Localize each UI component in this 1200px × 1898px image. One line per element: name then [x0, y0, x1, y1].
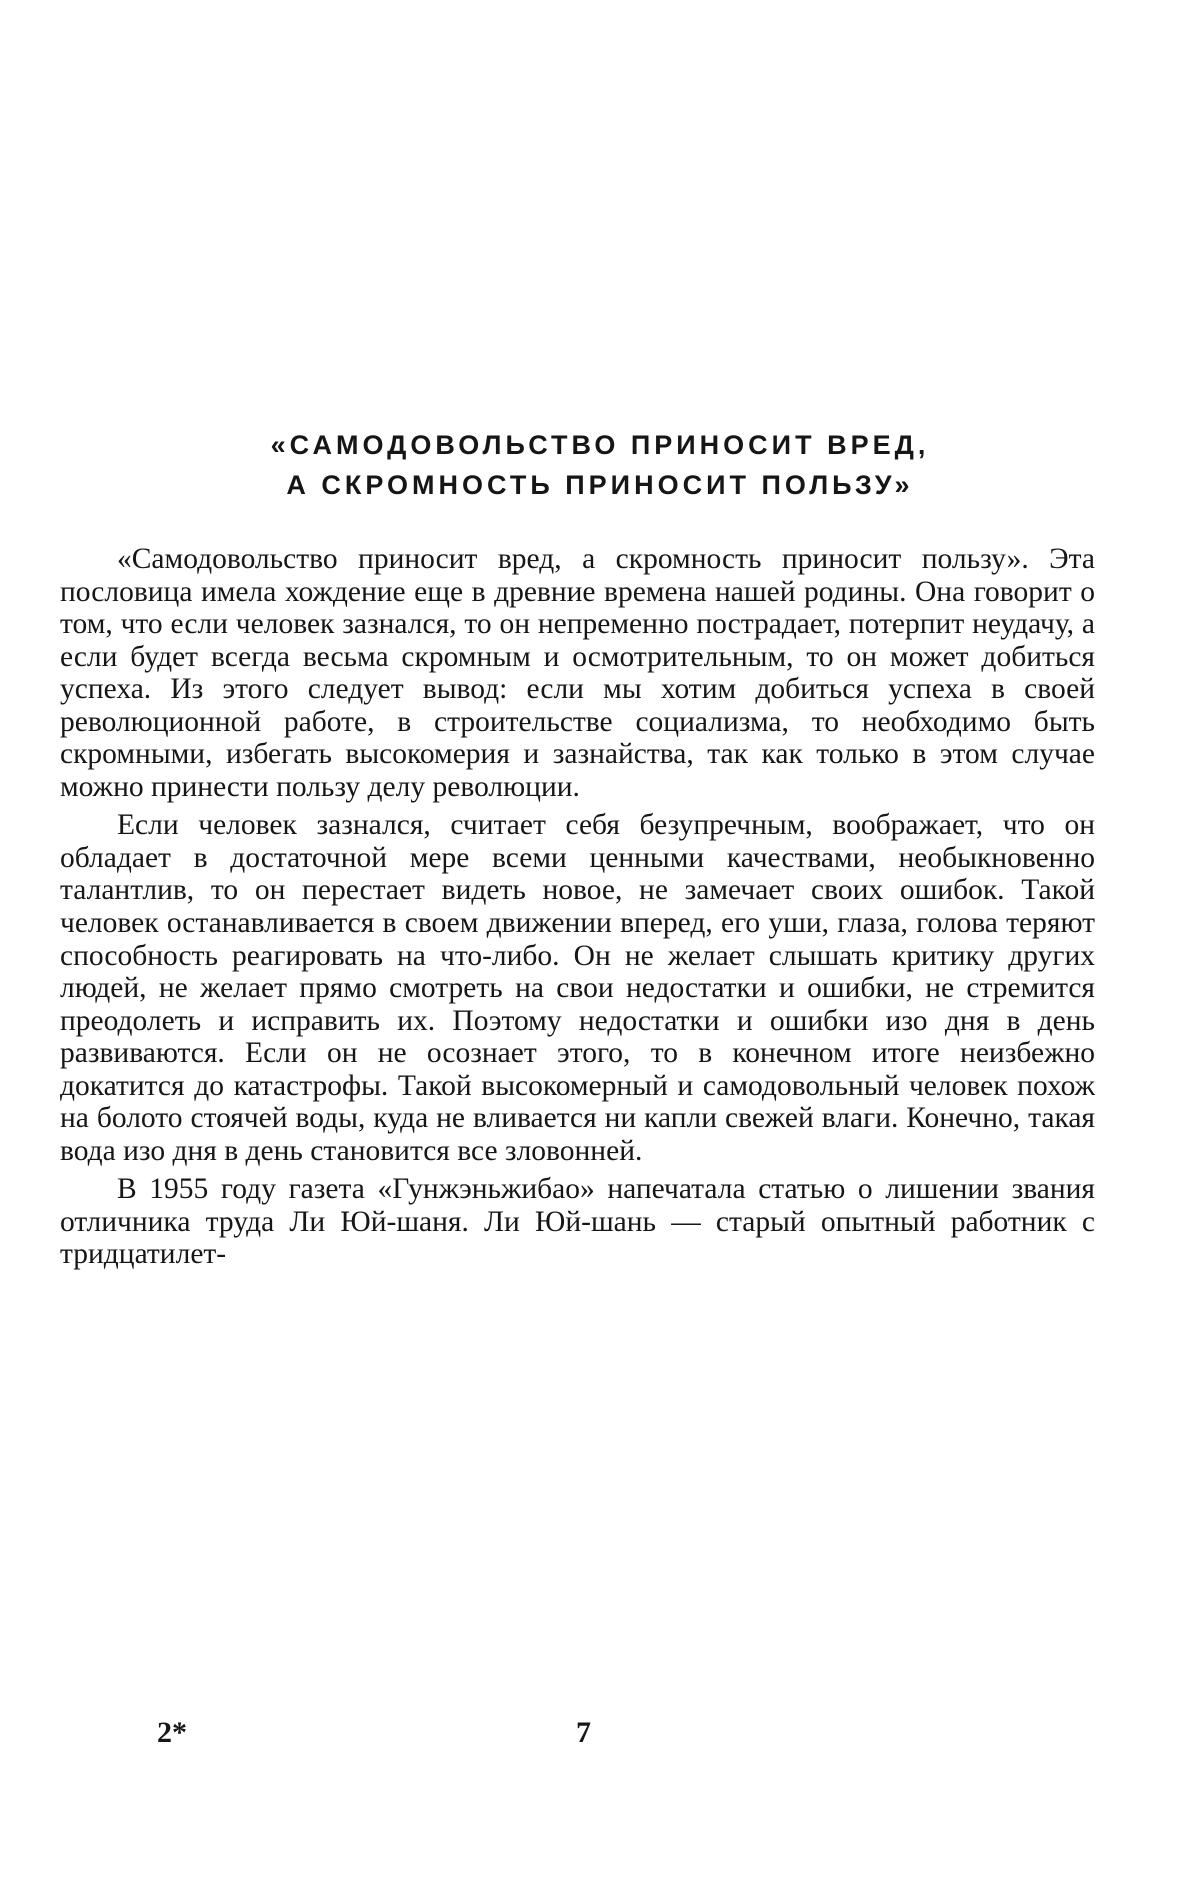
- chapter-heading-line-1: «САМОДОВОЛЬСТВО ПРИНОСИТ ВРЕД,: [270, 430, 930, 460]
- page-number: 7: [576, 1716, 591, 1749]
- chapter-heading-line-2: А СКРОМНОСТЬ ПРИНОСИТ ПОЛЬЗУ»: [286, 470, 914, 500]
- paragraph-3: В 1955 году газета «Гунжэньжибао» напечатала статью о лишении звания отличника труда Ли Юй-шаня. Ли Юй-шань — старый опытный работник с тридцатилет-: [60, 1173, 1095, 1271]
- paragraph-1: «Самодовольство приносит вред, а скромность приносит пользу». Эта пословица имела хождение еще в древние времена нашей родины. Она говорит о том, что если человек зазнался, то он непременно пострадает, потерпит неудачу, а если будет всегда весьма скромным и осмотрительным, то он может добиться успеха. Из этого следует вывод: если мы хотим добиться успеха в своей революционной работе, в строительстве социализма, то необходимо быть скромными, избегать высокомерия и зазнайства, так как только в этом случае можно принести пользу делу революции.: [60, 543, 1095, 803]
- signature-mark: 2*: [157, 1716, 187, 1749]
- chapter-heading: [60, 425, 1140, 505]
- body-text: [60, 543, 1095, 1271]
- paragraph-2: Если человек зазнался, считает себя безупречным, воображает, что он обладает в достаточной мере всеми ценными качествами, необыкновенно талантлив, то он перестает видеть новое, не замечает своих ошибок. Такой человек останавливается в своем движении вперед, его уши, глаза, голова теряют способность реагировать на что-либо. Он не желает слышать критику других людей, не желает прямо смотреть на свои недостатки и ошибки, не стремится преодолеть и исправить их. Поэтому недостатки и ошибки изо дня в день развиваются. Если он не осознает этого, то в конечном итоге неизбежно докатится до катастрофы. Такой высокомерный и самодовольный человек похож на болото стоячей воды, куда не вливается ни капли свежей влаги. Конечно, такая вода изо дня в день становится все зловонней.: [60, 809, 1095, 1167]
